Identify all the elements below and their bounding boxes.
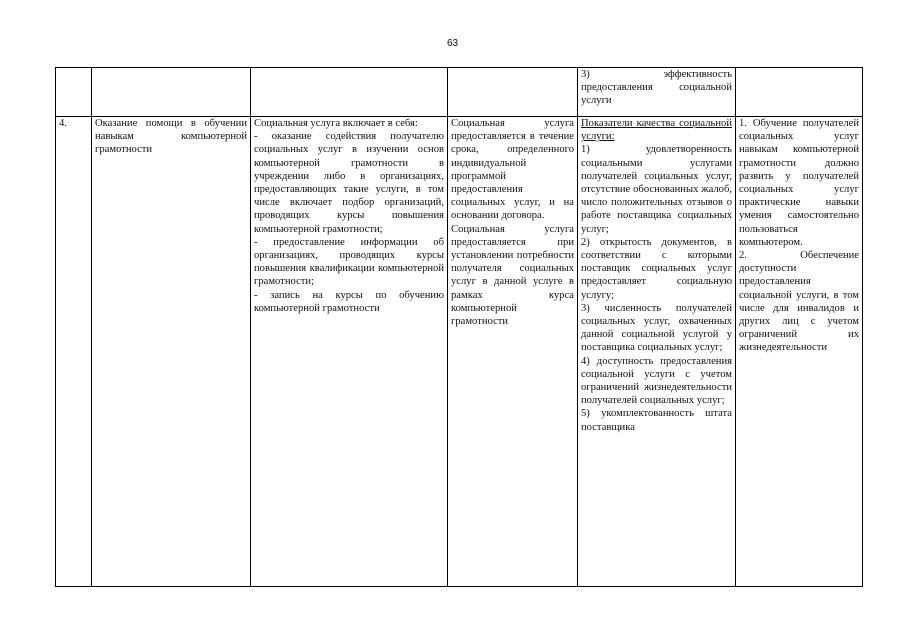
service-name: Оказание помощи в обучении навыкам компьютерной грамотности: [95, 118, 247, 156]
quality-item: 2) открытость документов, в соответствии с которыми поставщик социальных услуг предоставляет социальную услугу;: [581, 236, 732, 301]
conditions-item: 2. Обеспечение доступности предоставления социальной услуги, в том числе для инвалидов и других лиц с учетом ограничений их жизнедеятельности: [739, 250, 859, 354]
quality-heading: Показатели качества социальной услуги:: [581, 118, 732, 143]
description-intro: Социальная услуга включает в себя:: [254, 118, 418, 129]
quality-item: 4) доступность предоставления социальной услуги с учетом ограничений жизнедеятельности получателей социальных услуг;: [581, 355, 732, 407]
table-row-4: [56, 117, 863, 587]
cell-number-empty: [56, 68, 92, 117]
services-table: [55, 67, 863, 587]
description-item: - запись на курсы по обучению компьютерной грамотности: [254, 289, 444, 314]
quality-continuation-text: 3) эффективность предоставления социальной услуги: [581, 69, 732, 107]
cell-conditions-empty: [736, 68, 863, 117]
cell-description-empty: [251, 68, 448, 117]
table-row-continuation: [56, 68, 863, 117]
row-number: 4.: [59, 118, 67, 129]
cell-term: [448, 117, 578, 587]
cell-conditions: [736, 117, 863, 587]
cell-quality: [578, 117, 736, 587]
description-item: - предоставление информации об организациях, проводящих курсы повышения квалификации компьютерной грамотности;: [254, 236, 444, 288]
quality-item: 5) укомплектованность штата поставщика: [581, 408, 732, 433]
cell-number: [56, 117, 92, 587]
cell-description: [251, 117, 448, 587]
quality-item: 3) численность получателей социальных услуг, охваченных данной социальной услугой у поставщика социальных услуг;: [581, 302, 732, 354]
conditions-item: 1. Обучение получателей социальных услуг навыкам компьютерной грамотности должно развить у получателей социальных услуг практические навыки умения самостоятельно пользоваться компьютером.: [739, 118, 859, 248]
term-paragraph: Социальная услуга предоставляется в течение срока, определенного индивидуальной программой предоставления социальных услуг, и на основании договора.: [451, 118, 574, 222]
description-item: - оказание содействия получателю социальных услуг в изучении основ компьютерной грамотности в учреждении либо в организациях, предоставляющих такие услуги, в том числе включает подбор организаций, проводящих курсы повышения компьютерной грамотности;: [254, 131, 444, 235]
cell-name-empty: [92, 68, 251, 117]
cell-term-empty: [448, 68, 578, 117]
term-paragraph: Социальная услуга предоставляется при установлении потребности получателя социальных услуг в данной услуге в рамках курса компьютерной грамотности: [451, 223, 574, 328]
page-number: 63: [446, 38, 459, 49]
cell-service-name: [92, 117, 251, 587]
quality-item: 1) удовлетворенность социальными услугами получателей социальных услуг, отсутствие обоснованных жалоб, число положительных отзывов о работе поставщика социальных услуг;: [581, 144, 732, 235]
cell-quality-continuation: [578, 68, 736, 117]
